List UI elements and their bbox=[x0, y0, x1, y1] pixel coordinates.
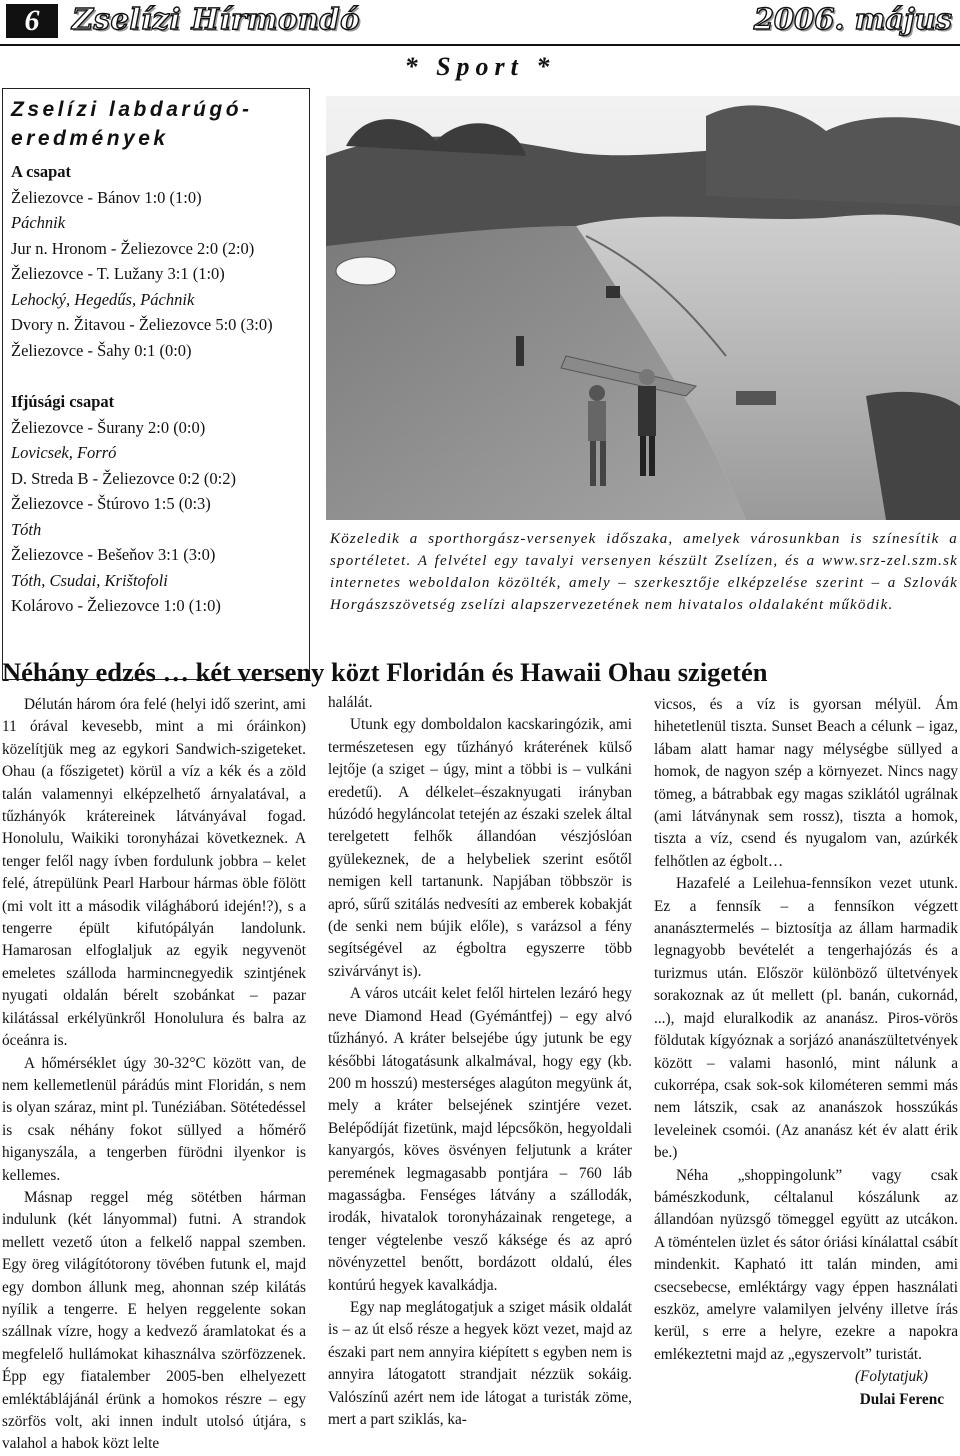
masthead-rule bbox=[0, 44, 960, 46]
masthead bbox=[0, 0, 960, 44]
match-result: Želiezovce - Šahy 0:1 (0:0) bbox=[11, 340, 192, 360]
scorers-line: Tóth, Csudai, Krištofoli bbox=[11, 570, 168, 590]
article-paragraph: vicsos, és a víz is gyorsan mélyül. Ám hihetetlenül tiszta. Sunset Beach a célunk – igaz, lábam alatt hamar nagy mélységbe süllyed a homok, de nagyon szép a környezet. Nincs nagy tömeg, a bátrabbak egy magas sziklától ugrálnak (ami látványnak sem rossz), tiszta a homok, tiszta a víz, csend és nyugalom van, azúrkék felhőtlen az égbolt… bbox=[654, 696, 958, 870]
scorers-line: Tóth bbox=[11, 519, 42, 539]
article-paragraph: Egy nap meglátogatjuk a sziget másik oldalát is – az út első része a hegyek közt vezet, majd az északi part nem annyira kiépített s egyben nem is annyira látogatott strandjait nézzük sokáig. Valószínű azért nem ide látogat a turisták zöme, mert a part sziklás, ka- bbox=[328, 1298, 632, 1428]
article-paragraph: A város utcáit kelet felől hirtelen lezáró hegy neve Diamond Head (Gyémántfej) – egy alvó tűzhányó. A kráter belsejébe úgy jutunk be egy későbbi látogatásunk alkalmával, hogy egy (kb. 200 m hosszú) mesterséges alagúton megyünk át, mely a kráter belsejének szintjére vezet. Belépődíját fizetünk, majd lépcsőkön, hegyoldali kanyargós, köves ösvényen feljutunk a kráter peremének legmagasabb pontjára – 760 láb magasságba. Fenséges látvány a szállodák, irodák, hivatalok toronyházainak rengetege, a tenger végtelenbe vesző káksége és az apró növényzettel benőtt, bordázott oldalú, éles kontúrú hegyek kavalkádja. bbox=[328, 985, 632, 1294]
scorers-line: Lovicsek, Forró bbox=[11, 443, 117, 462]
team-a-results bbox=[11, 185, 301, 364]
match-result: Jur n. Hronom - Želiezovce 2:0 (2:0) bbox=[11, 238, 255, 258]
newspaper-title: Zselízi Hírmondó bbox=[72, 2, 360, 36]
match-result: Želiezovce - Bešeňov 3:1 (3:0) bbox=[11, 545, 216, 564]
match-result: Želiezovce - Šurany 2:0 (0:0) bbox=[11, 417, 206, 437]
fishing-competition-photo bbox=[326, 96, 960, 520]
article-paragraph: Másnap reggel még sötétben hárman indulunk (két lányommal) futni. A strandok mellett vezető úton a felkelő nappal szemben. Egy öreg világítótorony tövében futunk el, majd egy dombon állunk meg, ahonnan szép kilátás nyílik a tengerre. E helyen reggelente sokan szállnak vízre, hogy a kedvező áramlatokat és a megfelelő hullámokat kihasználva szörfözzenek. Épp egy fiatalember 2005-ben elhelyezett emléktáblájánál érünk a homokos részre – egy szörfös volt, aki innen indult utolsó útjára, s valahol a habok közt lelte bbox=[2, 1188, 306, 1453]
article-paragraph: Délután három óra felé (helyi idő szerint, ami 11 órával kevesebb, mint a mi óráinkon) közelítjük meg az egykori Sandwich-szigeteket. Ohau (a főszigetet) körül a víz a kék és a zöld talán valamennyi elképzelhető árnyalatával, a tűzhányók krátereinek látványával fogad. Honolulu, Waikiki toronyházai következnek. A tenger felől nagy ívben fordulunk jobbra – kelet felé, átrepülünk Pearl Harbour hármas öble fölött (mi volt itt a második világháború idején!?), s a tengerre épült kifutópályán landolunk. Hamarosan elfoglaljuk az egyik negyvenöt emeletes szálloda harmincnegyedik szintjének nyugati oldalán bérelt szobánkat – pazar kilátással erkélyünkről Honolulura és balra az óceánra is. bbox=[2, 696, 306, 1050]
results-title: Zselízi labdarúgó-eredmények bbox=[11, 98, 253, 150]
article-paragraph: Utunk egy domboldalon kacskaringózik, ami természetesen egy tűzhányó kráterének külső lejtője (a sziget – úgy, mint a többi is – vulkáni eredetű). A délkelet–északnyugati irányban húzódó hegyláncolat tetején az északi szelek által terelgetett felhők állandóan vészjóslóan gyülekeznek, de a helybeliek szerint esőtől nemigen kell tartanunk. Napjában többször is apró, sűrű szitálás nedvesíti az emberek kobakját (de senki nem bújik előle), s varázsol a fény segítségével az égboltra egyszerre több szivárványt is). bbox=[328, 716, 632, 980]
article-headline: Néhány edzés … két verseny közt Floridán és Hawaii Ohau szigetén bbox=[2, 657, 768, 687]
issue-date: 2006. május bbox=[753, 2, 952, 36]
photo-illustration bbox=[326, 96, 960, 520]
match-result: D. Streda B - Želiezovce 0:2 (0:2) bbox=[11, 468, 236, 488]
article-column-1 bbox=[2, 694, 306, 1456]
spacer bbox=[11, 363, 301, 389]
match-result: Kolárovo - Želiezovce 1:0 (1:0) bbox=[11, 596, 221, 615]
match-result: Dvory n. Žitavou - Želiezovce 5:0 (3:0) bbox=[11, 315, 273, 334]
section-title: * Sport * bbox=[404, 52, 556, 81]
continued-note: (Folytatjuk) bbox=[854, 1368, 928, 1386]
team-a-heading: A csapat bbox=[11, 162, 72, 181]
football-results-box bbox=[2, 88, 310, 680]
scorers-line: Páchnik bbox=[11, 213, 66, 232]
page-number: 6 bbox=[6, 4, 58, 38]
article-paragraph: halálát. bbox=[328, 694, 373, 711]
article-paragraph: Néha „shoppingolunk” vagy csak bámészkodunk, céltalanul kószálunk az állandóan nyüzsgő tömeggel együtt az utcákon. A töméntelen üzlet és sátor óriási kínálattal csábít mindenkit. Kapható itt talán minden, ami csecsebecse, emléktárgy vagy éppen használati eszköz, amelyre valamilyen jelvény illetve írás kerül, s erre a helyre, ezekre a napokra emlékeztetni majd az „egyszervolt” turistát. bbox=[654, 1166, 958, 1363]
photo-caption: Közeledik a sporthorgász-versenyek időszaka, amelyek városunkban is színesítik a sportéletet. A felvétel egy tavalyi versenyen készült Zselízen, és a www.srz-zel.szm.sk internetes weboldalon közölték, amely – szerkesztője elképzelése szerint – a Szlovák Horgászszövetség zselízi alapszervezetének nem hivatalos oldalaként működik. bbox=[330, 531, 958, 613]
author-name: Dulai Ferenc bbox=[859, 1390, 944, 1408]
match-result: Želiezovce - Štúrovo 1:5 (0:3) bbox=[11, 494, 211, 513]
article-column-2 bbox=[328, 692, 632, 1431]
youth-team-heading: Ifjúsági csapat bbox=[11, 392, 115, 411]
scorers-line: Lehocký, Hegedűs, Páchnik bbox=[11, 289, 195, 309]
match-result: Želiezovce - T. Lužany 3:1 (1:0) bbox=[11, 264, 225, 283]
match-result: Želiezovce - Bánov 1:0 (1:0) bbox=[11, 187, 202, 207]
article-column-3 bbox=[654, 694, 958, 1411]
article-paragraph: A hőmérséklet úgy 30-32°C között van, de nem kellemetlenül párádús mint Floridán, s nem is olyan száraz, mint pl. Tunéziában. Sötétedéssel is csak néhány fokot süllyed a hőmérő higanyszála, a tengerben fürödni ilyenkor is kellemes. bbox=[2, 1054, 306, 1184]
article-paragraph: Hazafelé a Leilehua-fennsíkon vezet utunk. Ez a fennsík – a fennsíkon végzett ananásztermelés – biztosítja az állam harmadik legnagyobb bevételét a tengerhajózás és a turizmus után. Először különböző ültetvények sorakoznak az út mellett (pl. banán, cukornád, ...), majd eluralkodik az ananász. Piros-vörös földutak kígyóznak a sorjázó ananászültetvények között – valami hasonló, mint nálunk a cukorrépa, csak sok-sok kilométeren semmi más nem látszik, csak az ananászok hosszúkás leveleinek csomói. (Az ananász két év alatt érik be.) bbox=[654, 875, 958, 1162]
youth-team-results bbox=[11, 415, 301, 619]
